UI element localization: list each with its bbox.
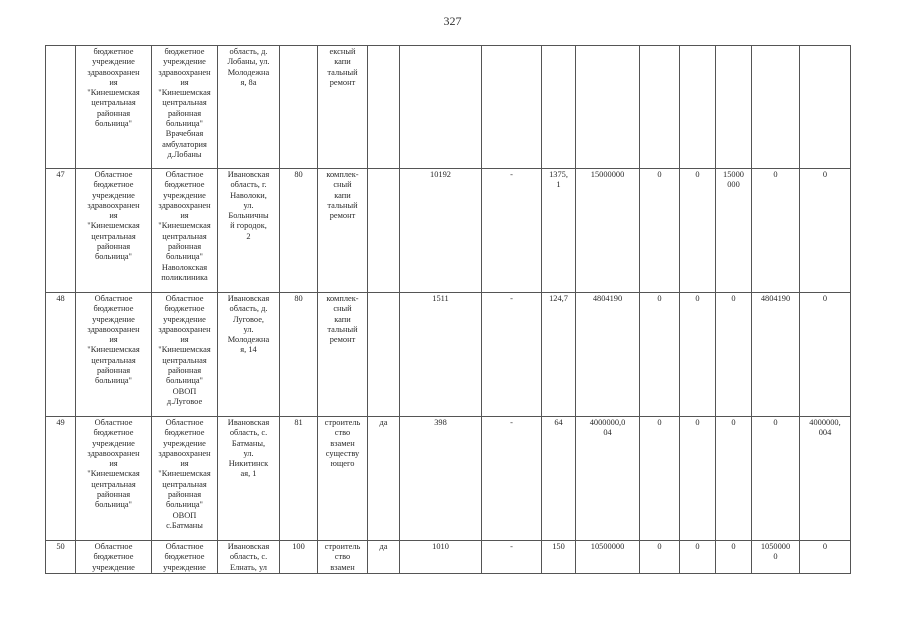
year-cost-cell bbox=[752, 46, 800, 169]
year-cost-cell: 0 bbox=[800, 541, 851, 574]
wear-percent-cell: 80 bbox=[280, 169, 318, 293]
work-type-cell: комплек- сный капи тальный ремонт bbox=[318, 169, 368, 293]
table-row bbox=[46, 293, 851, 417]
work-type-cell: комплек- сный капи тальный ремонт bbox=[318, 293, 368, 417]
year-cost-cell: 0 bbox=[680, 169, 716, 293]
year-cost-cell bbox=[680, 46, 716, 169]
table-row bbox=[46, 541, 851, 574]
total-cost-cell: 4804190 bbox=[576, 293, 640, 417]
address-cell: Ивановская область, д. Луговое, ул. Молодежна я, 14 bbox=[218, 293, 280, 417]
year-cost-cell: 0 bbox=[716, 417, 752, 541]
total-cost-cell: 10500000 bbox=[576, 541, 640, 574]
year-cost-cell: 0 bbox=[640, 417, 680, 541]
total-cost-cell bbox=[576, 46, 640, 169]
facility-cell: Областное бюджетное учреждение здравоохранен ия "Кинешемская центральная районная больница" ОВОП с.Батманы bbox=[152, 417, 218, 541]
capacity-cell: 10192 bbox=[400, 169, 482, 293]
year-cost-cell: 15000 000 bbox=[716, 169, 752, 293]
wear-percent-cell bbox=[280, 46, 318, 169]
year-cost-cell: 1050000 0 bbox=[752, 541, 800, 574]
facility-cell: Областное бюджетное учреждение bbox=[152, 541, 218, 574]
table-row-continued bbox=[46, 46, 851, 169]
capacity-cell: 398 bbox=[400, 417, 482, 541]
row-number-cell: 47 bbox=[46, 169, 76, 293]
address-cell: Ивановская область, г. Наволоки, ул. Больничны й городок, 2 bbox=[218, 169, 280, 293]
row-number-cell: 48 bbox=[46, 293, 76, 417]
work-type-cell: ексный капи тальный ремонт bbox=[318, 46, 368, 169]
capacity-cell: 1511 bbox=[400, 293, 482, 417]
flag-cell: да bbox=[368, 417, 400, 541]
page-number: 327 bbox=[443, 14, 462, 28]
area-cell: 150 bbox=[542, 541, 576, 574]
area-cell: 1375, 1 bbox=[542, 169, 576, 293]
year-cost-cell bbox=[640, 46, 680, 169]
organization-cell: Областное бюджетное учреждение здравоохранен ия "Кинешемская центральная районная больница" bbox=[76, 417, 152, 541]
row-number-cell bbox=[46, 46, 76, 169]
facility-cell: Областное бюджетное учреждение здравоохранен ия "Кинешемская центральная районная больница" ОВОП д.Луговое bbox=[152, 293, 218, 417]
organization-cell: Областное бюджетное учреждение здравоохранен ия "Кинешемская центральная районная больница" bbox=[76, 293, 152, 417]
year-cost-cell: 0 bbox=[640, 541, 680, 574]
capacity-cell bbox=[400, 46, 482, 169]
area-cell: 124,7 bbox=[542, 293, 576, 417]
organization-cell: бюджетное учреждение здравоохранен ия "Кинешемская центральная районная больница" bbox=[76, 46, 152, 169]
year-cost-cell bbox=[800, 46, 851, 169]
year-cost-cell: 0 bbox=[640, 169, 680, 293]
table-row bbox=[46, 169, 851, 293]
year-cost-cell: 0 bbox=[752, 417, 800, 541]
wear-percent-cell: 81 bbox=[280, 417, 318, 541]
year-cost-cell: 0 bbox=[680, 293, 716, 417]
flag-cell bbox=[368, 46, 400, 169]
row-number-cell: 49 bbox=[46, 417, 76, 541]
work-type-cell: строитель ство взамен существу ющего bbox=[318, 417, 368, 541]
table-row bbox=[46, 417, 851, 541]
row-number-cell: 50 bbox=[46, 541, 76, 574]
work-type-cell: строитель ство взамен bbox=[318, 541, 368, 574]
dash-cell: - bbox=[482, 417, 542, 541]
facility-cell: бюджетное учреждение здравоохранен ия "Кинешемская центральная районная больница" Врачебная амбулатория д.Лобаны bbox=[152, 46, 218, 169]
address-cell: область, д. Лобаны, ул. Молодежна я, 8а bbox=[218, 46, 280, 169]
dash-cell bbox=[482, 46, 542, 169]
year-cost-cell: 0 bbox=[800, 169, 851, 293]
dash-cell: - bbox=[482, 293, 542, 417]
data-table bbox=[45, 45, 851, 574]
total-cost-cell: 15000000 bbox=[576, 169, 640, 293]
area-cell bbox=[542, 46, 576, 169]
year-cost-cell: 4000000, 004 bbox=[800, 417, 851, 541]
year-cost-cell: 0 bbox=[716, 293, 752, 417]
year-cost-cell bbox=[716, 46, 752, 169]
area-cell: 64 bbox=[542, 417, 576, 541]
flag-cell bbox=[368, 293, 400, 417]
year-cost-cell: 4804190 bbox=[752, 293, 800, 417]
year-cost-cell: 0 bbox=[680, 417, 716, 541]
capacity-cell: 1010 bbox=[400, 541, 482, 574]
year-cost-cell: 0 bbox=[680, 541, 716, 574]
year-cost-cell: 0 bbox=[752, 169, 800, 293]
flag-cell: да bbox=[368, 541, 400, 574]
address-cell: Ивановская область, с. Батманы, ул. Никитинск ая, 1 bbox=[218, 417, 280, 541]
flag-cell bbox=[368, 169, 400, 293]
wear-percent-cell: 100 bbox=[280, 541, 318, 574]
dash-cell: - bbox=[482, 541, 542, 574]
address-cell: Ивановская область, с. Елнать, ул bbox=[218, 541, 280, 574]
organization-cell: Областное бюджетное учреждение bbox=[76, 541, 152, 574]
organization-cell: Областное бюджетное учреждение здравоохранен ия "Кинешемская центральная районная больница" bbox=[76, 169, 152, 293]
wear-percent-cell: 80 bbox=[280, 293, 318, 417]
facility-cell: Областное бюджетное учреждение здравоохранен ия "Кинешемская центральная районная больница" Наволокская поликлиника bbox=[152, 169, 218, 293]
total-cost-cell: 4000000,0 04 bbox=[576, 417, 640, 541]
year-cost-cell: 0 bbox=[716, 541, 752, 574]
year-cost-cell: 0 bbox=[800, 293, 851, 417]
year-cost-cell: 0 bbox=[640, 293, 680, 417]
dash-cell: - bbox=[482, 169, 542, 293]
